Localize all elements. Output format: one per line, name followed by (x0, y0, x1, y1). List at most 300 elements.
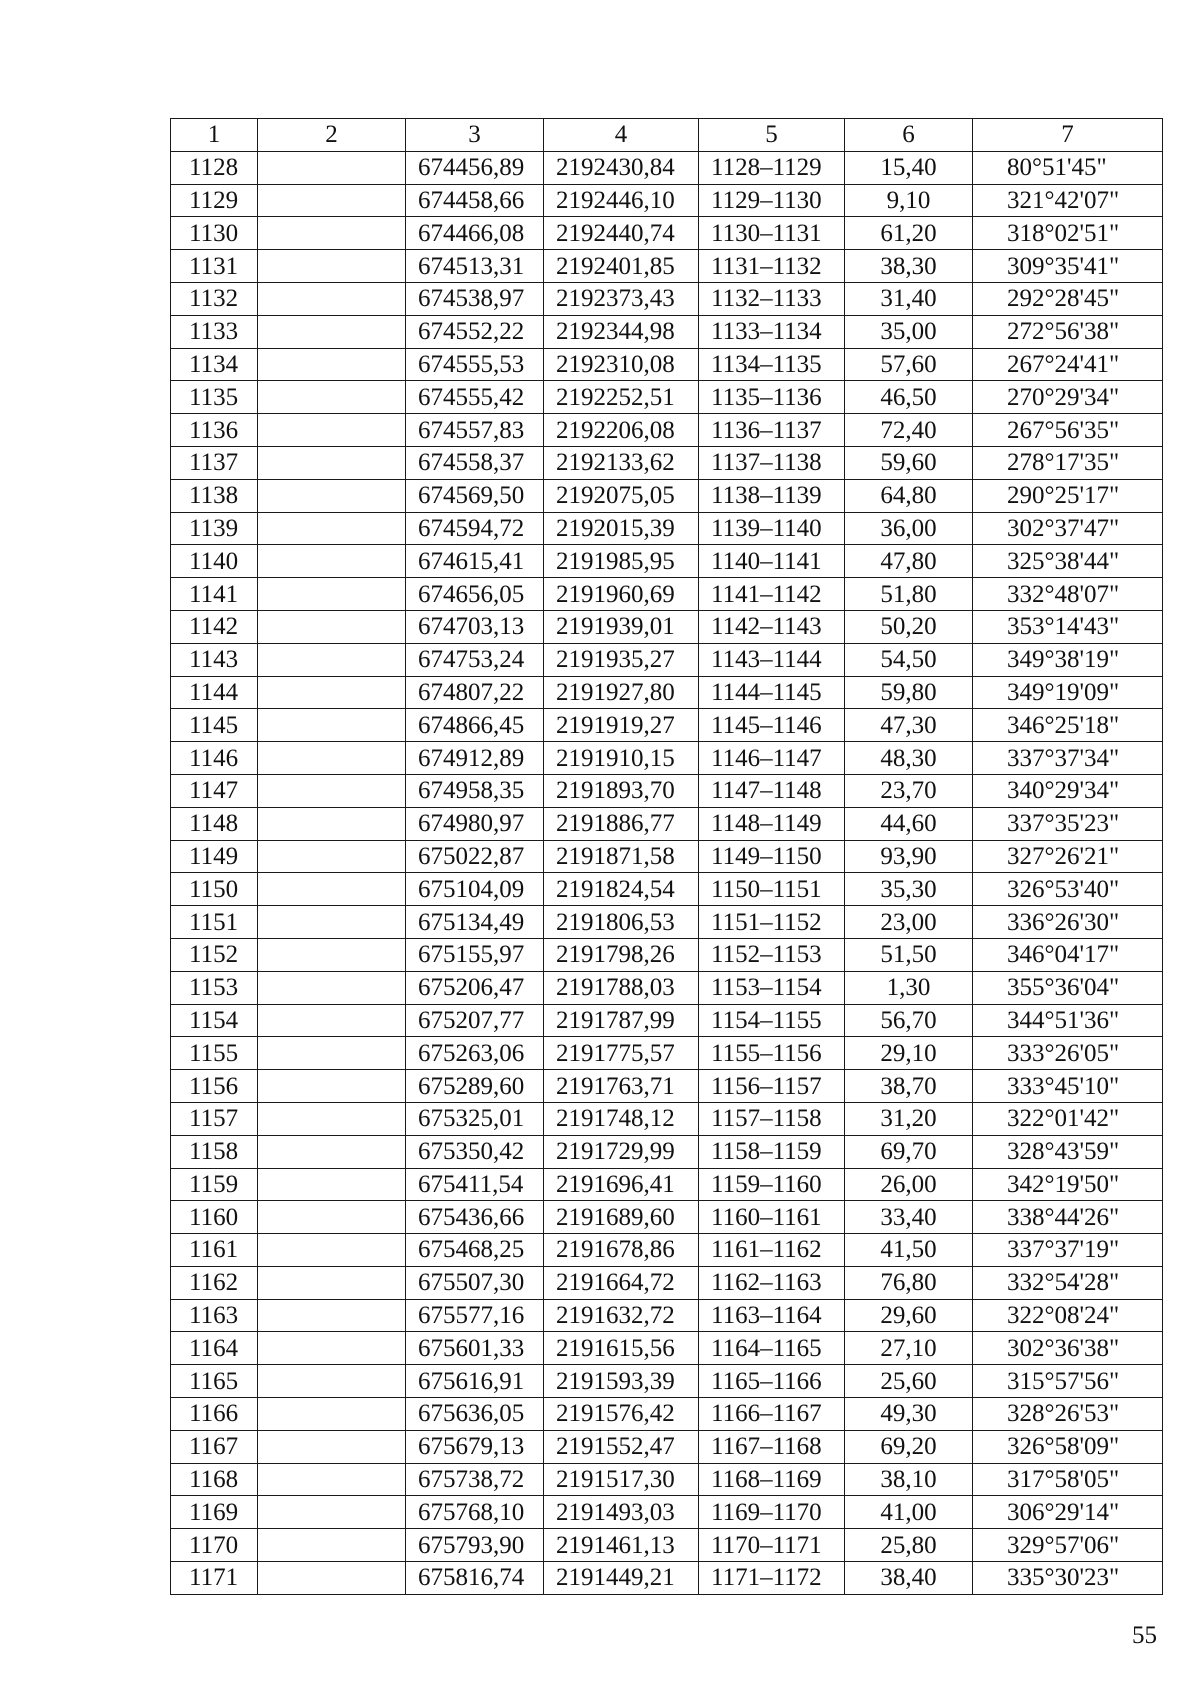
note-cell (258, 938, 406, 971)
length-cell: 49,30 (845, 1398, 973, 1431)
table-row (171, 709, 1163, 742)
bearing-cell: 326°53'40" (973, 873, 1163, 906)
table-row (171, 1463, 1163, 1496)
segment-cell: 1167–1168 (699, 1430, 845, 1463)
bearing-cell: 267°56'35" (973, 414, 1163, 447)
point-number-cell: 1164 (171, 1332, 258, 1365)
x-coordinate-cell: 674807,22 (406, 676, 544, 709)
note-cell (258, 1365, 406, 1398)
y-coordinate-cell: 2191886,77 (544, 807, 699, 840)
note-cell (258, 184, 406, 217)
note-cell (258, 446, 406, 479)
bearing-cell: 322°01'42" (973, 1102, 1163, 1135)
bearing-cell: 353°14'43" (973, 610, 1163, 643)
point-number-cell: 1165 (171, 1365, 258, 1398)
table-row (171, 1299, 1163, 1332)
note-cell (258, 1201, 406, 1234)
point-number-cell: 1128 (171, 151, 258, 184)
segment-cell: 1153–1154 (699, 971, 845, 1004)
segment-cell: 1168–1169 (699, 1463, 845, 1496)
bearing-cell: 306°29'14" (973, 1496, 1163, 1529)
x-coordinate-cell: 675679,13 (406, 1430, 544, 1463)
x-coordinate-cell: 675616,91 (406, 1365, 544, 1398)
table-row (171, 282, 1163, 315)
y-coordinate-cell: 2192206,08 (544, 414, 699, 447)
column-header-3: 3 (406, 119, 544, 152)
segment-cell: 1145–1146 (699, 709, 845, 742)
segment-cell: 1158–1159 (699, 1135, 845, 1168)
table-row (171, 1398, 1163, 1431)
y-coordinate-cell: 2191576,42 (544, 1398, 699, 1431)
y-coordinate-cell: 2191910,15 (544, 742, 699, 775)
length-cell: 15,40 (845, 151, 973, 184)
y-coordinate-cell: 2191806,53 (544, 906, 699, 939)
point-number-cell: 1161 (171, 1234, 258, 1267)
note-cell (258, 873, 406, 906)
bearing-cell: 337°35'23" (973, 807, 1163, 840)
table-row (171, 1201, 1163, 1234)
bearing-cell: 337°37'19" (973, 1234, 1163, 1267)
point-number-cell: 1147 (171, 774, 258, 807)
length-cell: 38,70 (845, 1070, 973, 1103)
segment-cell: 1160–1161 (699, 1201, 845, 1234)
y-coordinate-cell: 2192373,43 (544, 282, 699, 315)
y-coordinate-cell: 2192133,62 (544, 446, 699, 479)
x-coordinate-cell: 674552,22 (406, 315, 544, 348)
x-coordinate-cell: 674594,72 (406, 512, 544, 545)
point-number-cell: 1144 (171, 676, 258, 709)
y-coordinate-cell: 2192344,98 (544, 315, 699, 348)
table-header-row (171, 119, 1163, 152)
table-row (171, 1070, 1163, 1103)
note-cell (258, 315, 406, 348)
y-coordinate-cell: 2191775,57 (544, 1037, 699, 1070)
y-coordinate-cell: 2191748,12 (544, 1102, 699, 1135)
x-coordinate-cell: 675104,09 (406, 873, 544, 906)
point-number-cell: 1146 (171, 742, 258, 775)
table-row (171, 807, 1163, 840)
segment-cell: 1132–1133 (699, 282, 845, 315)
table-row (171, 971, 1163, 1004)
y-coordinate-cell: 2192440,74 (544, 217, 699, 250)
point-number-cell: 1138 (171, 479, 258, 512)
bearing-cell: 302°37'47" (973, 512, 1163, 545)
point-number-cell: 1171 (171, 1562, 258, 1595)
x-coordinate-cell: 674513,31 (406, 250, 544, 283)
note-cell (258, 1234, 406, 1267)
y-coordinate-cell: 2191787,99 (544, 1004, 699, 1037)
column-header-2: 2 (258, 119, 406, 152)
y-coordinate-cell: 2192310,08 (544, 348, 699, 381)
segment-cell: 1147–1148 (699, 774, 845, 807)
bearing-cell: 309°35'41" (973, 250, 1163, 283)
segment-cell: 1152–1153 (699, 938, 845, 971)
bearing-cell: 80°51'45" (973, 151, 1163, 184)
segment-cell: 1170–1171 (699, 1529, 845, 1562)
table-row (171, 217, 1163, 250)
length-cell: 76,80 (845, 1266, 973, 1299)
x-coordinate-cell: 675022,87 (406, 840, 544, 873)
bearing-cell: 344°51'36" (973, 1004, 1163, 1037)
table-row (171, 906, 1163, 939)
bearing-cell: 302°36'38" (973, 1332, 1163, 1365)
table-row (171, 643, 1163, 676)
note-cell (258, 282, 406, 315)
segment-cell: 1150–1151 (699, 873, 845, 906)
page-number: 55 (1132, 1622, 1157, 1649)
length-cell: 23,70 (845, 774, 973, 807)
segment-cell: 1131–1132 (699, 250, 845, 283)
note-cell (258, 250, 406, 283)
point-number-cell: 1132 (171, 282, 258, 315)
segment-cell: 1142–1143 (699, 610, 845, 643)
table-row (171, 676, 1163, 709)
x-coordinate-cell: 674753,24 (406, 643, 544, 676)
length-cell: 38,30 (845, 250, 973, 283)
table-row (171, 1332, 1163, 1365)
column-header-7: 7 (973, 119, 1163, 152)
y-coordinate-cell: 2191788,03 (544, 971, 699, 1004)
x-coordinate-cell: 674555,42 (406, 381, 544, 414)
note-cell (258, 1398, 406, 1431)
x-coordinate-cell: 675207,77 (406, 1004, 544, 1037)
y-coordinate-cell: 2191593,39 (544, 1365, 699, 1398)
point-number-cell: 1158 (171, 1135, 258, 1168)
length-cell: 35,00 (845, 315, 973, 348)
note-cell (258, 1463, 406, 1496)
point-number-cell: 1155 (171, 1037, 258, 1070)
segment-cell: 1164–1165 (699, 1332, 845, 1365)
length-cell: 56,70 (845, 1004, 973, 1037)
bearing-cell: 333°45'10" (973, 1070, 1163, 1103)
segment-cell: 1154–1155 (699, 1004, 845, 1037)
segment-cell: 1156–1157 (699, 1070, 845, 1103)
table-row (171, 1430, 1163, 1463)
x-coordinate-cell: 675468,25 (406, 1234, 544, 1267)
x-coordinate-cell: 674569,50 (406, 479, 544, 512)
table-row (171, 1529, 1163, 1562)
x-coordinate-cell: 674558,37 (406, 446, 544, 479)
length-cell: 48,30 (845, 742, 973, 775)
length-cell: 35,30 (845, 873, 973, 906)
bearing-cell: 333°26'05" (973, 1037, 1163, 1070)
point-number-cell: 1131 (171, 250, 258, 283)
length-cell: 23,00 (845, 906, 973, 939)
point-number-cell: 1130 (171, 217, 258, 250)
point-number-cell: 1150 (171, 873, 258, 906)
length-cell: 69,70 (845, 1135, 973, 1168)
length-cell: 29,10 (845, 1037, 973, 1070)
bearing-cell: 337°37'34" (973, 742, 1163, 775)
point-number-cell: 1149 (171, 840, 258, 873)
bearing-cell: 326°58'09" (973, 1430, 1163, 1463)
x-coordinate-cell: 675263,06 (406, 1037, 544, 1070)
bearing-cell: 342°19'50" (973, 1168, 1163, 1201)
y-coordinate-cell: 2191689,60 (544, 1201, 699, 1234)
note-cell (258, 742, 406, 775)
y-coordinate-cell: 2191552,47 (544, 1430, 699, 1463)
length-cell: 93,90 (845, 840, 973, 873)
length-cell: 36,00 (845, 512, 973, 545)
x-coordinate-cell: 675206,47 (406, 971, 544, 1004)
bearing-cell: 335°30'23" (973, 1562, 1163, 1595)
segment-cell: 1144–1145 (699, 676, 845, 709)
bearing-cell: 325°38'44" (973, 545, 1163, 578)
bearing-cell: 332°54'28" (973, 1266, 1163, 1299)
length-cell: 51,50 (845, 938, 973, 971)
table-row (171, 873, 1163, 906)
note-cell (258, 1102, 406, 1135)
x-coordinate-cell: 675577,16 (406, 1299, 544, 1332)
bearing-cell: 267°24'41" (973, 348, 1163, 381)
length-cell: 41,50 (845, 1234, 973, 1267)
point-number-cell: 1137 (171, 446, 258, 479)
table-row (171, 1562, 1163, 1595)
length-cell: 51,80 (845, 578, 973, 611)
y-coordinate-cell: 2192252,51 (544, 381, 699, 414)
length-cell: 46,50 (845, 381, 973, 414)
bearing-cell: 346°04'17" (973, 938, 1163, 971)
segment-cell: 1151–1152 (699, 906, 845, 939)
x-coordinate-cell: 674555,53 (406, 348, 544, 381)
segment-cell: 1130–1131 (699, 217, 845, 250)
column-header-6: 6 (845, 119, 973, 152)
table-row (171, 250, 1163, 283)
segment-cell: 1157–1158 (699, 1102, 845, 1135)
x-coordinate-cell: 675134,49 (406, 906, 544, 939)
segment-cell: 1171–1172 (699, 1562, 845, 1595)
bearing-cell: 336°26'30" (973, 906, 1163, 939)
x-coordinate-cell: 674458,66 (406, 184, 544, 217)
bearing-cell: 340°29'34" (973, 774, 1163, 807)
segment-cell: 1139–1140 (699, 512, 845, 545)
y-coordinate-cell: 2191664,72 (544, 1266, 699, 1299)
table-row (171, 1365, 1163, 1398)
length-cell: 72,40 (845, 414, 973, 447)
length-cell: 26,00 (845, 1168, 973, 1201)
note-cell (258, 1037, 406, 1070)
x-coordinate-cell: 674557,83 (406, 414, 544, 447)
bearing-cell: 270°29'34" (973, 381, 1163, 414)
y-coordinate-cell: 2191763,71 (544, 1070, 699, 1103)
coordinates-table (170, 118, 1163, 1595)
table-row (171, 1004, 1163, 1037)
note-cell (258, 479, 406, 512)
length-cell: 9,10 (845, 184, 973, 217)
x-coordinate-cell: 675816,74 (406, 1562, 544, 1595)
y-coordinate-cell: 2191461,13 (544, 1529, 699, 1562)
bearing-cell: 315°57'56" (973, 1365, 1163, 1398)
x-coordinate-cell: 674656,05 (406, 578, 544, 611)
bearing-cell: 328°43'59" (973, 1135, 1163, 1168)
bearing-cell: 321°42'07" (973, 184, 1163, 217)
table-row (171, 1168, 1163, 1201)
segment-cell: 1166–1167 (699, 1398, 845, 1431)
length-cell: 47,80 (845, 545, 973, 578)
x-coordinate-cell: 675768,10 (406, 1496, 544, 1529)
y-coordinate-cell: 2191449,21 (544, 1562, 699, 1595)
x-coordinate-cell: 674456,89 (406, 151, 544, 184)
point-number-cell: 1136 (171, 414, 258, 447)
table-row (171, 742, 1163, 775)
note-cell (258, 709, 406, 742)
y-coordinate-cell: 2192015,39 (544, 512, 699, 545)
point-number-cell: 1145 (171, 709, 258, 742)
y-coordinate-cell: 2191939,01 (544, 610, 699, 643)
note-cell (258, 1168, 406, 1201)
segment-cell: 1141–1142 (699, 578, 845, 611)
note-cell (258, 643, 406, 676)
bearing-cell: 292°28'45" (973, 282, 1163, 315)
bearing-cell: 317°58'05" (973, 1463, 1163, 1496)
point-number-cell: 1163 (171, 1299, 258, 1332)
y-coordinate-cell: 2191935,27 (544, 643, 699, 676)
y-coordinate-cell: 2191871,58 (544, 840, 699, 873)
segment-cell: 1146–1147 (699, 742, 845, 775)
length-cell: 29,60 (845, 1299, 973, 1332)
point-number-cell: 1169 (171, 1496, 258, 1529)
length-cell: 31,20 (845, 1102, 973, 1135)
note-cell (258, 1135, 406, 1168)
table-row (171, 1234, 1163, 1267)
note-cell (258, 1562, 406, 1595)
length-cell: 47,30 (845, 709, 973, 742)
note-cell (258, 840, 406, 873)
y-coordinate-cell: 2191985,95 (544, 545, 699, 578)
segment-cell: 1140–1141 (699, 545, 845, 578)
note-cell (258, 1070, 406, 1103)
segment-cell: 1155–1156 (699, 1037, 845, 1070)
table-row (171, 184, 1163, 217)
note-cell (258, 676, 406, 709)
table-row (171, 1037, 1163, 1070)
table-row (171, 315, 1163, 348)
note-cell (258, 1529, 406, 1562)
length-cell: 61,20 (845, 217, 973, 250)
x-coordinate-cell: 674538,97 (406, 282, 544, 315)
point-number-cell: 1129 (171, 184, 258, 217)
x-coordinate-cell: 675793,90 (406, 1529, 544, 1562)
segment-cell: 1136–1137 (699, 414, 845, 447)
x-coordinate-cell: 675411,54 (406, 1168, 544, 1201)
table-row (171, 479, 1163, 512)
y-coordinate-cell: 2191729,99 (544, 1135, 699, 1168)
x-coordinate-cell: 675325,01 (406, 1102, 544, 1135)
y-coordinate-cell: 2192075,05 (544, 479, 699, 512)
table-row (171, 774, 1163, 807)
x-coordinate-cell: 674866,45 (406, 709, 544, 742)
table-row (171, 1102, 1163, 1135)
y-coordinate-cell: 2192401,85 (544, 250, 699, 283)
length-cell: 54,50 (845, 643, 973, 676)
note-cell (258, 807, 406, 840)
length-cell: 38,10 (845, 1463, 973, 1496)
table-row (171, 1135, 1163, 1168)
bearing-cell: 355°36'04" (973, 971, 1163, 1004)
segment-cell: 1138–1139 (699, 479, 845, 512)
y-coordinate-cell: 2191824,54 (544, 873, 699, 906)
note-cell (258, 348, 406, 381)
length-cell: 38,40 (845, 1562, 973, 1595)
bearing-cell: 278°17'35" (973, 446, 1163, 479)
segment-cell: 1135–1136 (699, 381, 845, 414)
segment-cell: 1148–1149 (699, 807, 845, 840)
note-cell (258, 610, 406, 643)
segment-cell: 1128–1129 (699, 151, 845, 184)
x-coordinate-cell: 675289,60 (406, 1070, 544, 1103)
point-number-cell: 1167 (171, 1430, 258, 1463)
y-coordinate-cell: 2191893,70 (544, 774, 699, 807)
length-cell: 27,10 (845, 1332, 973, 1365)
y-coordinate-cell: 2191960,69 (544, 578, 699, 611)
bearing-cell: 349°19'09" (973, 676, 1163, 709)
x-coordinate-cell: 674958,35 (406, 774, 544, 807)
point-number-cell: 1142 (171, 610, 258, 643)
note-cell (258, 774, 406, 807)
table-row (171, 414, 1163, 447)
length-cell: 59,80 (845, 676, 973, 709)
length-cell: 69,20 (845, 1430, 973, 1463)
bearing-cell: 327°26'21" (973, 840, 1163, 873)
length-cell: 44,60 (845, 807, 973, 840)
segment-cell: 1161–1162 (699, 1234, 845, 1267)
segment-cell: 1129–1130 (699, 184, 845, 217)
length-cell: 59,60 (845, 446, 973, 479)
y-coordinate-cell: 2191615,56 (544, 1332, 699, 1365)
note-cell (258, 1430, 406, 1463)
point-number-cell: 1140 (171, 545, 258, 578)
point-number-cell: 1153 (171, 971, 258, 1004)
bearing-cell: 322°08'24" (973, 1299, 1163, 1332)
table-row (171, 348, 1163, 381)
point-number-cell: 1134 (171, 348, 258, 381)
table-row (171, 938, 1163, 971)
table-row (171, 151, 1163, 184)
segment-cell: 1134–1135 (699, 348, 845, 381)
segment-cell: 1133–1134 (699, 315, 845, 348)
segment-cell: 1169–1170 (699, 1496, 845, 1529)
column-header-4: 4 (544, 119, 699, 152)
segment-cell: 1165–1166 (699, 1365, 845, 1398)
x-coordinate-cell: 674466,08 (406, 217, 544, 250)
table-body (171, 151, 1163, 1594)
segment-cell: 1137–1138 (699, 446, 845, 479)
point-number-cell: 1166 (171, 1398, 258, 1431)
bearing-cell: 272°56'38" (973, 315, 1163, 348)
point-number-cell: 1162 (171, 1266, 258, 1299)
bearing-cell: 329°57'06" (973, 1529, 1163, 1562)
table-row (171, 545, 1163, 578)
y-coordinate-cell: 2191632,72 (544, 1299, 699, 1332)
bearing-cell: 346°25'18" (973, 709, 1163, 742)
note-cell (258, 578, 406, 611)
y-coordinate-cell: 2191919,27 (544, 709, 699, 742)
table-row (171, 840, 1163, 873)
x-coordinate-cell: 674912,89 (406, 742, 544, 775)
segment-cell: 1162–1163 (699, 1266, 845, 1299)
table-row (171, 512, 1163, 545)
length-cell: 33,40 (845, 1201, 973, 1234)
segment-cell: 1159–1160 (699, 1168, 845, 1201)
table-row (171, 1266, 1163, 1299)
length-cell: 64,80 (845, 479, 973, 512)
x-coordinate-cell: 675436,66 (406, 1201, 544, 1234)
y-coordinate-cell: 2191798,26 (544, 938, 699, 971)
length-cell: 31,40 (845, 282, 973, 315)
table-row (171, 578, 1163, 611)
note-cell (258, 545, 406, 578)
x-coordinate-cell: 675738,72 (406, 1463, 544, 1496)
